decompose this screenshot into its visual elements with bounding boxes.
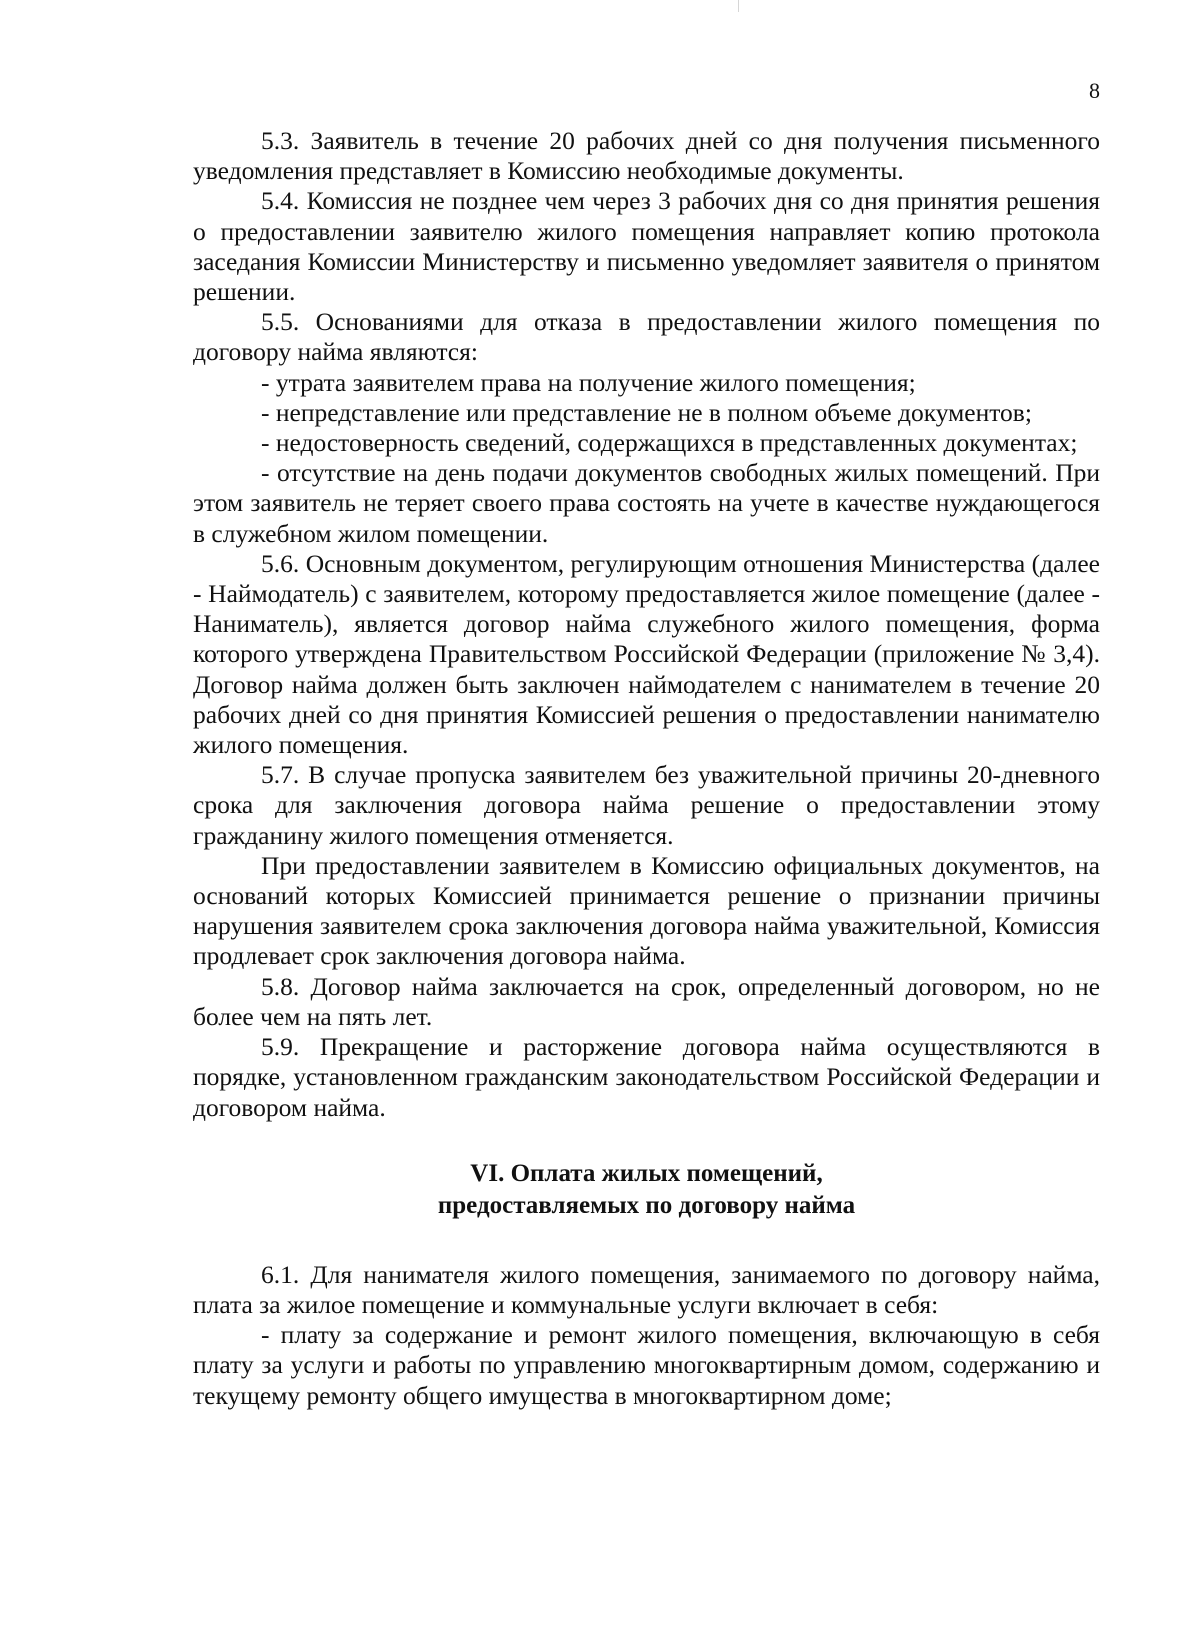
paragraph-5-4: 5.4. Комиссия не позднее чем через 3 рабочих дня со дня принятия решения о предоставлении заявителю жилого помещения направляет копию протокола заседания Комиссии Министерству и письменно уведомляет заявителя о принятом решении. bbox=[193, 186, 1100, 307]
page-number: 8 bbox=[1089, 78, 1100, 103]
reason-item: - недостоверность сведений, содержащихся в представленных документах; bbox=[261, 428, 1078, 458]
paragraph-5-7-continuation: При предоставлении заявителем в Комиссию официальных документов, на оснований которых Комиссией принимается решение о признании причины нарушения заявителем срока заключения договора найма уважительной, Комиссия продлевает срок заключения договора найма. bbox=[193, 850, 1100, 971]
paragraph-6-1: 6.1. Для нанимателя жилого помещения, занимаемого по договору найма, плата за жилое помещение и коммунальные услуги включает в себя: bbox=[193, 1259, 1100, 1319]
paragraph-5-8: 5.8. Договор найма заключается на срок, определенный договором, но не более чем на пять лет. bbox=[193, 971, 1100, 1031]
section-6-heading-line-1: VI. Оплата жилых помещений, bbox=[470, 1159, 823, 1187]
reason-item: - отсутствие на день подачи документов свободных жилых помещений. При этом заявитель не теряет своего права состоять на учете в качестве нуждающегося в служебном жилом помещении. bbox=[193, 458, 1100, 548]
document-body bbox=[193, 126, 1100, 1411]
paragraph-5-6: 5.6. Основным документом, регулирующим отношения Министерства (далее - Наймодатель) с заявителем, которому предоставляется жилое помещение (далее - Наниматель), является договор найма служебного жилого помещения, форма которого утверждена Правительством Российской Федерации (приложение № 3,4). Договор найма должен быть заключен наймодателем с нанимателем в течение 20 рабочих дней со дня принятия Комиссией решения о предоставлении нанимателю жилого помещения. bbox=[193, 548, 1100, 760]
paragraph-5-5: 5.5. Основаниями для отказа в предоставлении жилого помещения по договору найма являются: bbox=[193, 307, 1100, 367]
section-6-heading-line-2: предоставляемых по договору найма bbox=[437, 1191, 856, 1219]
reason-item: - непредставление или представление не в полном объеме документов; bbox=[261, 397, 1032, 427]
reason-item: - утрата заявителем права на получение жилого помещения; bbox=[261, 367, 916, 397]
scan-artifact bbox=[738, 0, 739, 12]
paragraph-5-9: 5.9. Прекращение и расторжение договора найма осуществляются в порядке, установленном гражданским законодательством Российской Федерации и договором найма. bbox=[193, 1032, 1100, 1122]
paragraph-5-3: 5.3. Заявитель в течение 20 рабочих дней со дня получения письменного уведомления представляет в Комиссию необходимые документы. bbox=[193, 126, 1100, 186]
paragraph-5-7: 5.7. В случае пропуска заявителем без уважительной причины 20-дневного срока для заключения договора найма решение о предоставлении этому гражданину жилого помещения отменяется. bbox=[193, 760, 1100, 850]
payment-item: - плату за содержание и ремонт жилого помещения, включающую в себя плату за услуги и работы по управлению многоквартирным домом, содержанию и текущему ремонту общего имущества в многоквартирном доме; bbox=[193, 1320, 1100, 1410]
section-6-heading bbox=[193, 1158, 1100, 1222]
